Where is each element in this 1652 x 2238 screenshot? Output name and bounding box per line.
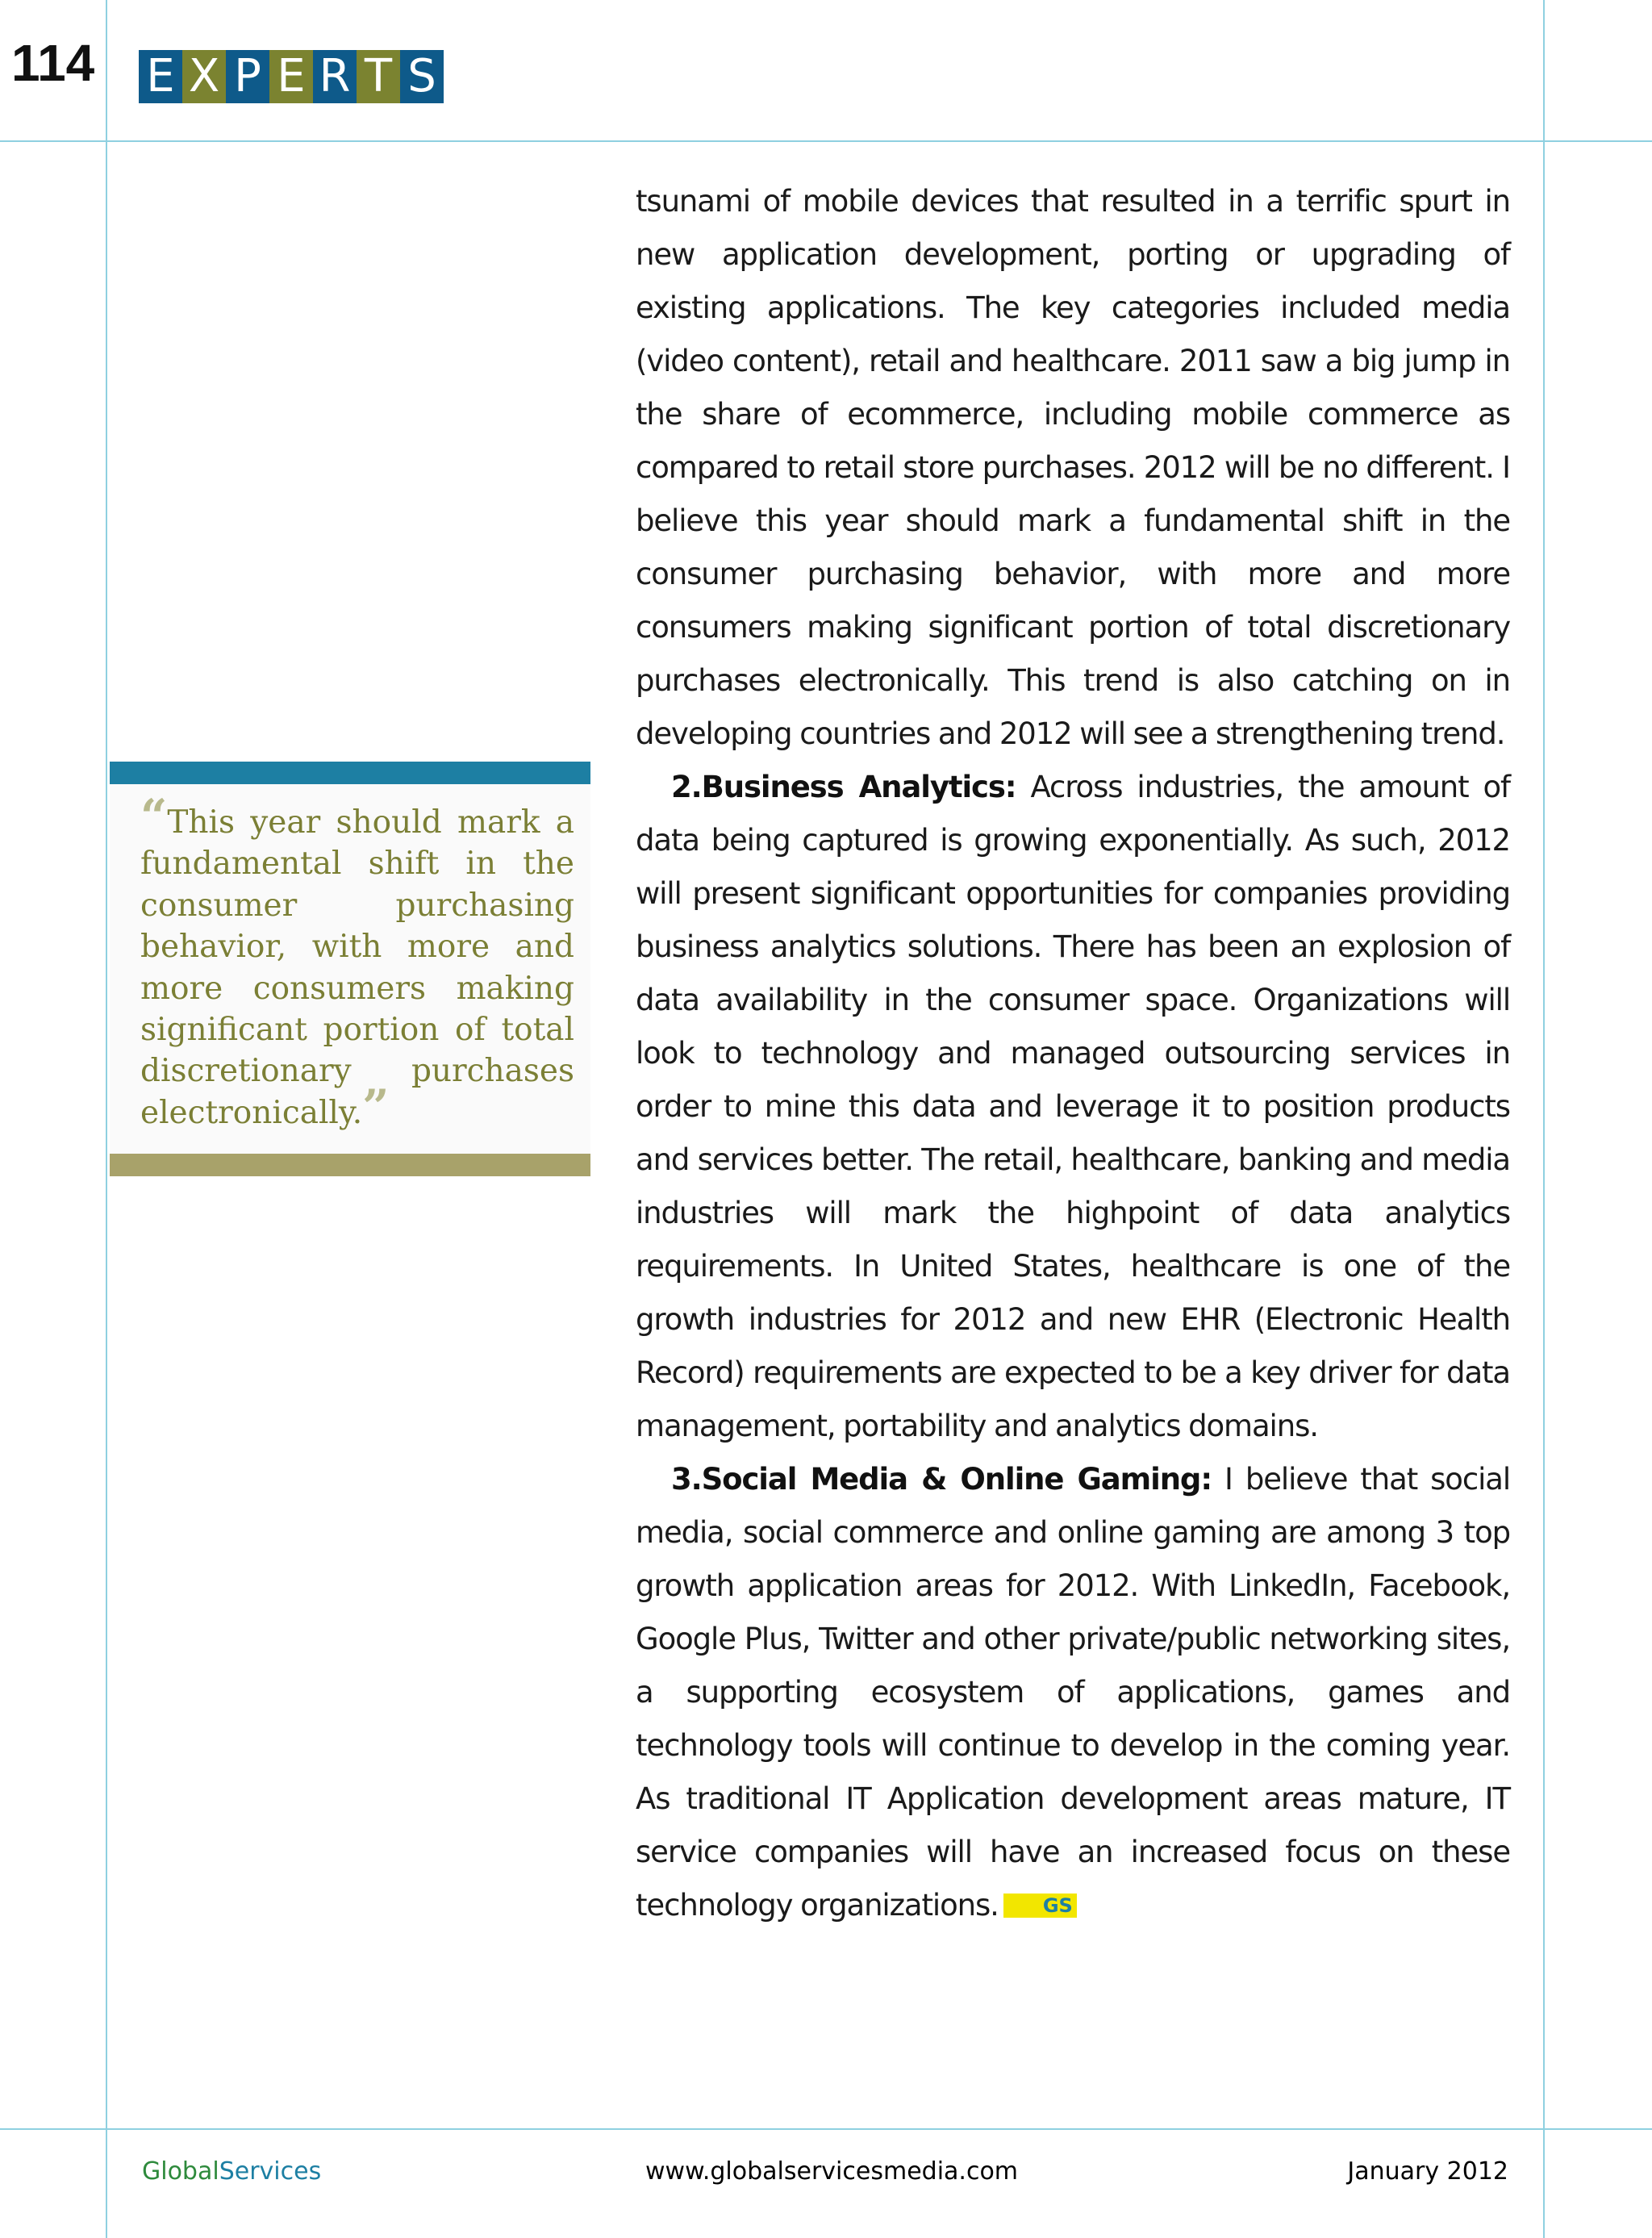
paragraph-text: Across industries, the amount of data being captured is growing exponentially. As such, 2012 will present significant opportunities for companies providing business analytics solutions. There has been an explosion of data availability in the consumer space. Organizations will look to technology and managed outsourcing services in order to mine this data and leverage it to position products and services better. The retail, healthcare, banking and media industries will mark the highpoint of data analytics requirements. In United States, healthcare is one of the growth industries for 2012 and new EHR (Electronic Health Record) requirements are expected to be a key driver for data management, portability and analytics domains.	[636, 770, 1510, 1443]
section-letter: P	[226, 50, 269, 103]
layout-guide-bottom	[0, 2128, 1652, 2130]
footer-brand	[142, 2156, 321, 2188]
article-paragraph	[636, 1453, 1510, 1932]
end-of-article-badge: GS	[1003, 1894, 1077, 1918]
section-label-experts	[139, 50, 444, 103]
layout-guide-top	[0, 140, 1652, 142]
section-letter: E	[269, 50, 313, 103]
paragraph-text: I believe that social media, social commerce and online gaming are among 3 top growth application areas for 2012. With LinkedIn, Facebook, Google Plus, Twitter and other private/public networking sites, a supporting ecosystem of applications, games and technology tools will continue to develop in the coming year. As traditional IT Application development areas mature, IT service companies will have an increased focus on these technology organizations.	[636, 1462, 1511, 1923]
footer-date: January 2012	[1347, 2157, 1508, 2186]
article-body	[636, 175, 1510, 1932]
pull-quote-bottom-bar	[110, 1154, 590, 1176]
section-letter: E	[139, 50, 182, 103]
layout-guide-left	[106, 0, 107, 2238]
section-letter: S	[400, 50, 444, 103]
pull-quote-top-bar	[110, 762, 590, 784]
section-letter: R	[313, 50, 357, 103]
footer-url[interactable]: www.globalservicesmedia.com	[645, 2157, 1019, 2186]
section-heading-social-media: 3.Social Media & Online Gaming:	[671, 1462, 1212, 1497]
section-letter: T	[357, 50, 400, 103]
layout-guide-right	[1543, 0, 1545, 2238]
page-number: 114	[11, 34, 95, 92]
article-paragraph	[636, 761, 1510, 1453]
pull-quote-text: This year should mark a fundamental shift in the consumer purchasing behavior, with more and more consumers making significant portion of total discretionary purchases electronically.	[140, 804, 574, 1131]
pull-quote	[140, 789, 574, 1134]
footer-brand-global: Global	[142, 2157, 219, 2186]
section-heading-business-analytics: 2.Business Analytics:	[671, 770, 1016, 804]
open-quote-icon: “	[140, 789, 168, 844]
section-letter: X	[182, 50, 226, 103]
close-quote-icon: ”	[362, 1079, 390, 1134]
footer-brand-services: Services	[219, 2157, 322, 2186]
article-paragraph: tsunami of mobile devices that resulted in a terrific spurt in new application development, porting or upgrading of existing applications. The key categories included media (video content), retail and healthcare. 2011 saw a big jump in the share of ecommerce, including mobile commerce as compared to retail store purchases. 2012 will be no different. I believe this year should mark a fundamental shift in the consumer purchasing behavior, with more and more consumers making significant portion of total discretionary purchases electronically. This trend is also catching on in developing countries and 2012 will see a strengthening trend.	[636, 184, 1510, 751]
pull-quote-box	[110, 762, 590, 1176]
